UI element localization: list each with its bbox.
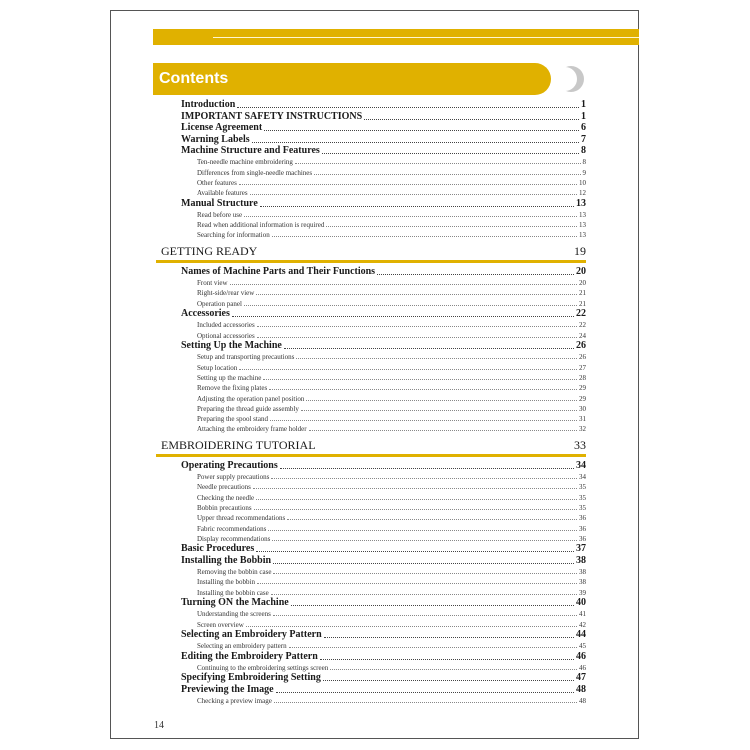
toc-entry-title: Specifying Embroidering Setting xyxy=(181,672,321,684)
dot-leader xyxy=(273,562,574,564)
toc-entry-title: Available features xyxy=(197,189,248,198)
toc-subentry[interactable] xyxy=(161,586,586,596)
dot-leader xyxy=(232,315,574,317)
toc-entry-title: Editing the Embroidery Pattern xyxy=(181,650,318,662)
toc-entry-title: Installing the bobbin case xyxy=(197,588,269,597)
toc-entry-title: Needle precautions xyxy=(197,483,251,492)
toc-entry-title: Machine Structure and Features xyxy=(181,144,320,156)
toc-entry-title: Introduction xyxy=(181,99,236,111)
toc-entry-page: 35 xyxy=(579,493,586,502)
toc-entry-page: 39 xyxy=(579,588,586,597)
dot-leader xyxy=(272,539,577,541)
toc-entry-page: 44 xyxy=(576,628,586,640)
toc-entry-page: 28 xyxy=(579,373,586,382)
section-page: 33 xyxy=(574,438,586,453)
toc-entry[interactable] xyxy=(161,543,586,554)
toc-subentry[interactable] xyxy=(161,277,586,287)
toc-entry-page: 38 xyxy=(579,578,586,587)
section-page: 19 xyxy=(574,244,586,259)
dot-leader xyxy=(377,273,574,275)
toc-entry-title: Read before use xyxy=(197,210,243,219)
toc-entry-title: Understanding the screens xyxy=(197,610,271,619)
toc-entry-title: Included accessories xyxy=(197,321,255,330)
toc-subentry[interactable] xyxy=(161,618,586,628)
dot-leader xyxy=(309,429,577,431)
section-header xyxy=(161,241,586,265)
dot-leader xyxy=(274,701,577,703)
section-rule xyxy=(156,260,586,263)
toc-subentry[interactable] xyxy=(161,471,586,481)
dot-leader xyxy=(272,235,577,237)
dot-leader xyxy=(322,152,579,154)
toc-entry[interactable] xyxy=(161,99,586,110)
manual-page xyxy=(110,10,639,739)
toc-entry[interactable] xyxy=(161,597,586,608)
toc-subentry[interactable] xyxy=(161,329,586,339)
dot-leader xyxy=(254,508,577,510)
toc-entry-page: 22 xyxy=(576,308,586,320)
toc-entry-title: Searching for information xyxy=(197,231,270,240)
toc-entry-title: Read when additional information is required xyxy=(197,221,325,230)
toc-entry-title: Turning ON the Machine xyxy=(181,596,289,608)
toc-entry-page: 47 xyxy=(576,672,586,684)
page-number: 14 xyxy=(154,720,164,731)
dot-leader xyxy=(268,529,577,531)
toc-entry-page: 36 xyxy=(579,514,586,523)
toc-entry-page: 12 xyxy=(579,189,586,198)
toc-entry-page: 24 xyxy=(579,331,586,340)
toc-entry-page: 27 xyxy=(579,363,586,372)
dot-leader xyxy=(296,357,577,359)
toc-entry-page: 13 xyxy=(579,221,586,230)
dot-leader xyxy=(284,347,574,349)
dot-leader xyxy=(257,582,577,584)
toc-entry-title: Attaching the embroidery frame holder xyxy=(197,425,307,434)
toc-entry-page: 37 xyxy=(576,543,586,555)
toc-entry-page: 38 xyxy=(579,568,586,576)
dot-leader xyxy=(306,399,577,401)
toc-entry-title: Names of Machine Parts and Their Functions xyxy=(181,265,376,277)
toc-entry[interactable] xyxy=(161,265,586,276)
toc-entry-title: Fabric recommendations xyxy=(197,524,267,533)
toc-subentry[interactable] xyxy=(161,166,586,176)
toc-entry-title: Checking the needle xyxy=(197,493,255,502)
toc-entry-page: 42 xyxy=(579,620,586,629)
section-header xyxy=(161,435,586,459)
toc-subentry[interactable] xyxy=(161,319,586,329)
toc-subentry[interactable] xyxy=(161,423,586,433)
header-bar-line xyxy=(213,37,639,38)
toc-subentry[interactable] xyxy=(161,392,586,402)
toc-entry-page: 34 xyxy=(576,459,586,471)
toc-entry[interactable] xyxy=(161,554,586,565)
toc-entry[interactable] xyxy=(161,110,586,121)
toc-entry-page: 1 xyxy=(581,110,586,122)
dot-leader xyxy=(323,679,574,681)
toc-subentry[interactable] xyxy=(161,502,586,512)
toc-entry-page: 35 xyxy=(579,483,586,492)
toc-entry-page: 8 xyxy=(582,158,586,167)
dot-leader xyxy=(301,409,577,411)
section-title: EMBROIDERING TUTORIAL xyxy=(161,438,316,453)
toc-entry-title: Manual Structure xyxy=(181,197,258,209)
toc-entry-page: 1 xyxy=(581,99,586,111)
toc-entry-page: 21 xyxy=(579,299,586,308)
toc-entry-page: 8 xyxy=(581,144,586,156)
contents-header-band xyxy=(153,63,551,95)
toc-entry-title: Operating Precautions xyxy=(181,459,278,471)
toc-entry-title: Selecting an Embroidery Pattern xyxy=(181,628,322,640)
toc-entry-page: 21 xyxy=(579,289,586,298)
toc-entry-title: Setting up the machine xyxy=(197,373,262,382)
toc-entry-title: Right-side/rear view xyxy=(197,289,255,298)
toc-entry-title: Setup location xyxy=(197,363,238,372)
toc-entry-title: Warning Labels xyxy=(181,133,250,145)
dot-leader xyxy=(364,118,579,120)
toc-subentry[interactable] xyxy=(161,382,586,392)
toc-entry-page: 45 xyxy=(579,642,586,651)
toc-subentry[interactable] xyxy=(161,533,586,543)
dot-leader xyxy=(269,388,577,390)
toc-entry[interactable] xyxy=(161,145,586,156)
dot-leader xyxy=(253,487,577,489)
dot-leader xyxy=(314,173,580,175)
toc-subentry[interactable] xyxy=(161,351,586,361)
toc-entry[interactable] xyxy=(161,308,586,319)
toc-entry-page: 48 xyxy=(576,683,586,695)
dot-leader xyxy=(273,572,577,574)
toc-subentry[interactable] xyxy=(161,566,586,576)
dot-leader xyxy=(289,646,577,648)
toc-subentry[interactable] xyxy=(161,297,586,307)
dot-leader xyxy=(237,106,579,108)
toc-entry-page: 13 xyxy=(579,231,586,240)
toc-entry-title: Preparing the thread guide assembly xyxy=(197,404,299,413)
toc-subentry[interactable] xyxy=(161,522,586,532)
toc-entry-title: Operation panel xyxy=(197,299,242,308)
dot-leader xyxy=(239,183,577,185)
toc-entry-page: 26 xyxy=(576,340,586,352)
toc-subentry[interactable] xyxy=(161,187,586,197)
toc-entry-title: Removing the bobbin case xyxy=(197,568,272,576)
toc-entry[interactable] xyxy=(161,629,586,640)
toc-subentry[interactable] xyxy=(161,662,586,672)
toc-entry-page: 26 xyxy=(579,353,586,362)
toc-entry-title: Bobbin precautions xyxy=(197,504,252,513)
toc-entry-page: 20 xyxy=(576,265,586,277)
toc-entry-title: Preparing the spool stand xyxy=(197,415,268,424)
toc-entry-page: 10 xyxy=(579,178,586,187)
toc-subentry[interactable] xyxy=(161,361,586,371)
toc-entry-title: Screen overview xyxy=(197,620,244,629)
toc-entry-page: 7 xyxy=(581,133,586,145)
dot-leader xyxy=(244,304,577,306)
toc-entry-page: 36 xyxy=(579,534,586,543)
toc-entry-title: Installing the Bobbin xyxy=(181,554,272,566)
toc-subentry[interactable] xyxy=(161,219,586,229)
toc-entry-page: 40 xyxy=(576,596,586,608)
toc-entry-title: Installing the bobbin xyxy=(197,578,255,587)
toc-entry-page: 38 xyxy=(576,554,586,566)
table-of-contents xyxy=(161,99,586,705)
toc-entry[interactable] xyxy=(161,340,586,351)
dot-leader xyxy=(257,325,577,327)
toc-entry[interactable] xyxy=(161,133,586,144)
dot-leader xyxy=(326,225,577,227)
toc-entry-title: Setting Up the Machine xyxy=(181,340,282,352)
dot-leader xyxy=(250,193,577,195)
crescent-decoration-icon xyxy=(557,65,585,93)
toc-entry-page: 46 xyxy=(576,650,586,662)
toc-subentry[interactable] xyxy=(161,576,586,586)
toc-entry-title: Differences from single-needle machines xyxy=(197,168,313,177)
toc-entry-page: 35 xyxy=(579,504,586,513)
toc-entry-page: 31 xyxy=(579,415,586,424)
toc-subentry[interactable] xyxy=(161,177,586,187)
toc-subentry[interactable] xyxy=(161,481,586,491)
toc-subentry[interactable] xyxy=(161,209,586,219)
dot-leader xyxy=(257,336,577,338)
toc-entry-page: 32 xyxy=(579,425,586,434)
toc-entry-title: Setup and transporting precautions xyxy=(197,353,295,362)
toc-subentry[interactable] xyxy=(161,640,586,650)
toc-entry-title: Power supply precautions xyxy=(197,473,270,482)
toc-subentry[interactable] xyxy=(161,229,586,239)
toc-entry[interactable] xyxy=(161,672,586,683)
toc-entry-title: Front view xyxy=(197,279,228,288)
toc-subentry[interactable] xyxy=(161,608,586,618)
toc-entry-page: 22 xyxy=(579,321,586,330)
toc-entry-page: 20 xyxy=(579,279,586,288)
dot-leader xyxy=(230,283,577,285)
toc-subentry[interactable] xyxy=(161,491,586,501)
dot-leader xyxy=(246,625,577,627)
dot-leader xyxy=(264,129,579,131)
toc-subentry[interactable] xyxy=(161,287,586,297)
toc-entry[interactable] xyxy=(161,650,586,661)
toc-entry-title: Other features xyxy=(197,178,237,187)
toc-entry-page: 13 xyxy=(576,197,586,209)
toc-entry-page: 30 xyxy=(579,404,586,413)
dot-leader xyxy=(295,162,581,164)
toc-entry-title: Accessories xyxy=(181,308,230,320)
dot-leader xyxy=(271,477,577,479)
dot-leader xyxy=(244,215,577,217)
toc-entry-title: Remove the fixing plates xyxy=(197,384,268,393)
toc-entry-title: Display recommendations xyxy=(197,534,271,543)
toc-entry-page: 29 xyxy=(579,394,586,403)
dot-leader xyxy=(256,498,577,500)
toc-entry-title: Basic Procedures xyxy=(181,543,255,555)
toc-entry-title: Checking a preview image xyxy=(197,697,272,706)
dot-leader xyxy=(324,636,574,638)
toc-entry-page: 36 xyxy=(579,524,586,533)
dot-leader xyxy=(273,614,577,616)
toc-entry-page: 6 xyxy=(581,122,586,134)
dot-leader xyxy=(256,550,574,552)
dot-leader xyxy=(239,368,577,370)
toc-subentry[interactable] xyxy=(161,372,586,382)
toc-entry-page: 34 xyxy=(579,473,586,482)
toc-entry[interactable] xyxy=(161,197,586,208)
section-title: GETTING READY xyxy=(161,244,258,259)
dot-leader xyxy=(291,604,574,606)
dot-leader xyxy=(256,293,577,295)
toc-entry-page: 48 xyxy=(579,697,586,706)
toc-subentry[interactable] xyxy=(161,413,586,423)
toc-entry-page: 29 xyxy=(579,384,586,393)
dot-leader xyxy=(252,141,579,143)
section-rule xyxy=(156,454,586,457)
dot-leader xyxy=(280,467,574,469)
toc-entry[interactable] xyxy=(161,122,586,133)
dot-leader xyxy=(276,691,574,693)
toc-entry-title: Optional accessories xyxy=(197,331,255,340)
toc-entry-title: Selecting an embroidery pattern xyxy=(197,642,287,651)
toc-subentry[interactable] xyxy=(161,695,586,705)
dot-leader xyxy=(330,668,577,670)
toc-subentry[interactable] xyxy=(161,156,586,166)
contents-title: Contents xyxy=(159,70,229,87)
toc-entry-page: 9 xyxy=(582,168,586,177)
toc-entry-page: 13 xyxy=(579,210,586,219)
toc-entry-title: License Agreement xyxy=(181,122,263,134)
header-bar xyxy=(153,29,639,45)
toc-subentry[interactable] xyxy=(161,403,586,413)
dot-leader xyxy=(260,205,574,207)
dot-leader xyxy=(263,378,577,380)
dot-leader xyxy=(271,593,577,595)
dot-leader xyxy=(287,518,577,520)
dot-leader xyxy=(270,419,577,421)
toc-entry-title: Ten-needle machine embroidering xyxy=(197,158,293,167)
toc-entry-page: 41 xyxy=(579,610,586,619)
toc-entry[interactable] xyxy=(161,683,586,694)
toc-entry-title: IMPORTANT SAFETY INSTRUCTIONS xyxy=(181,110,363,122)
toc-entry-title: Upper thread recommendations xyxy=(197,514,286,523)
dot-leader xyxy=(320,658,574,660)
toc-entry-title: Adjusting the operation panel position xyxy=(197,394,305,403)
toc-entry-title: Continuing to the embroidering settings screen xyxy=(197,663,329,672)
toc-entry-title: Previewing the Image xyxy=(181,683,274,695)
toc-entry-page: 46 xyxy=(579,663,586,672)
toc-subentry[interactable] xyxy=(161,512,586,522)
toc-entry[interactable] xyxy=(161,459,586,470)
